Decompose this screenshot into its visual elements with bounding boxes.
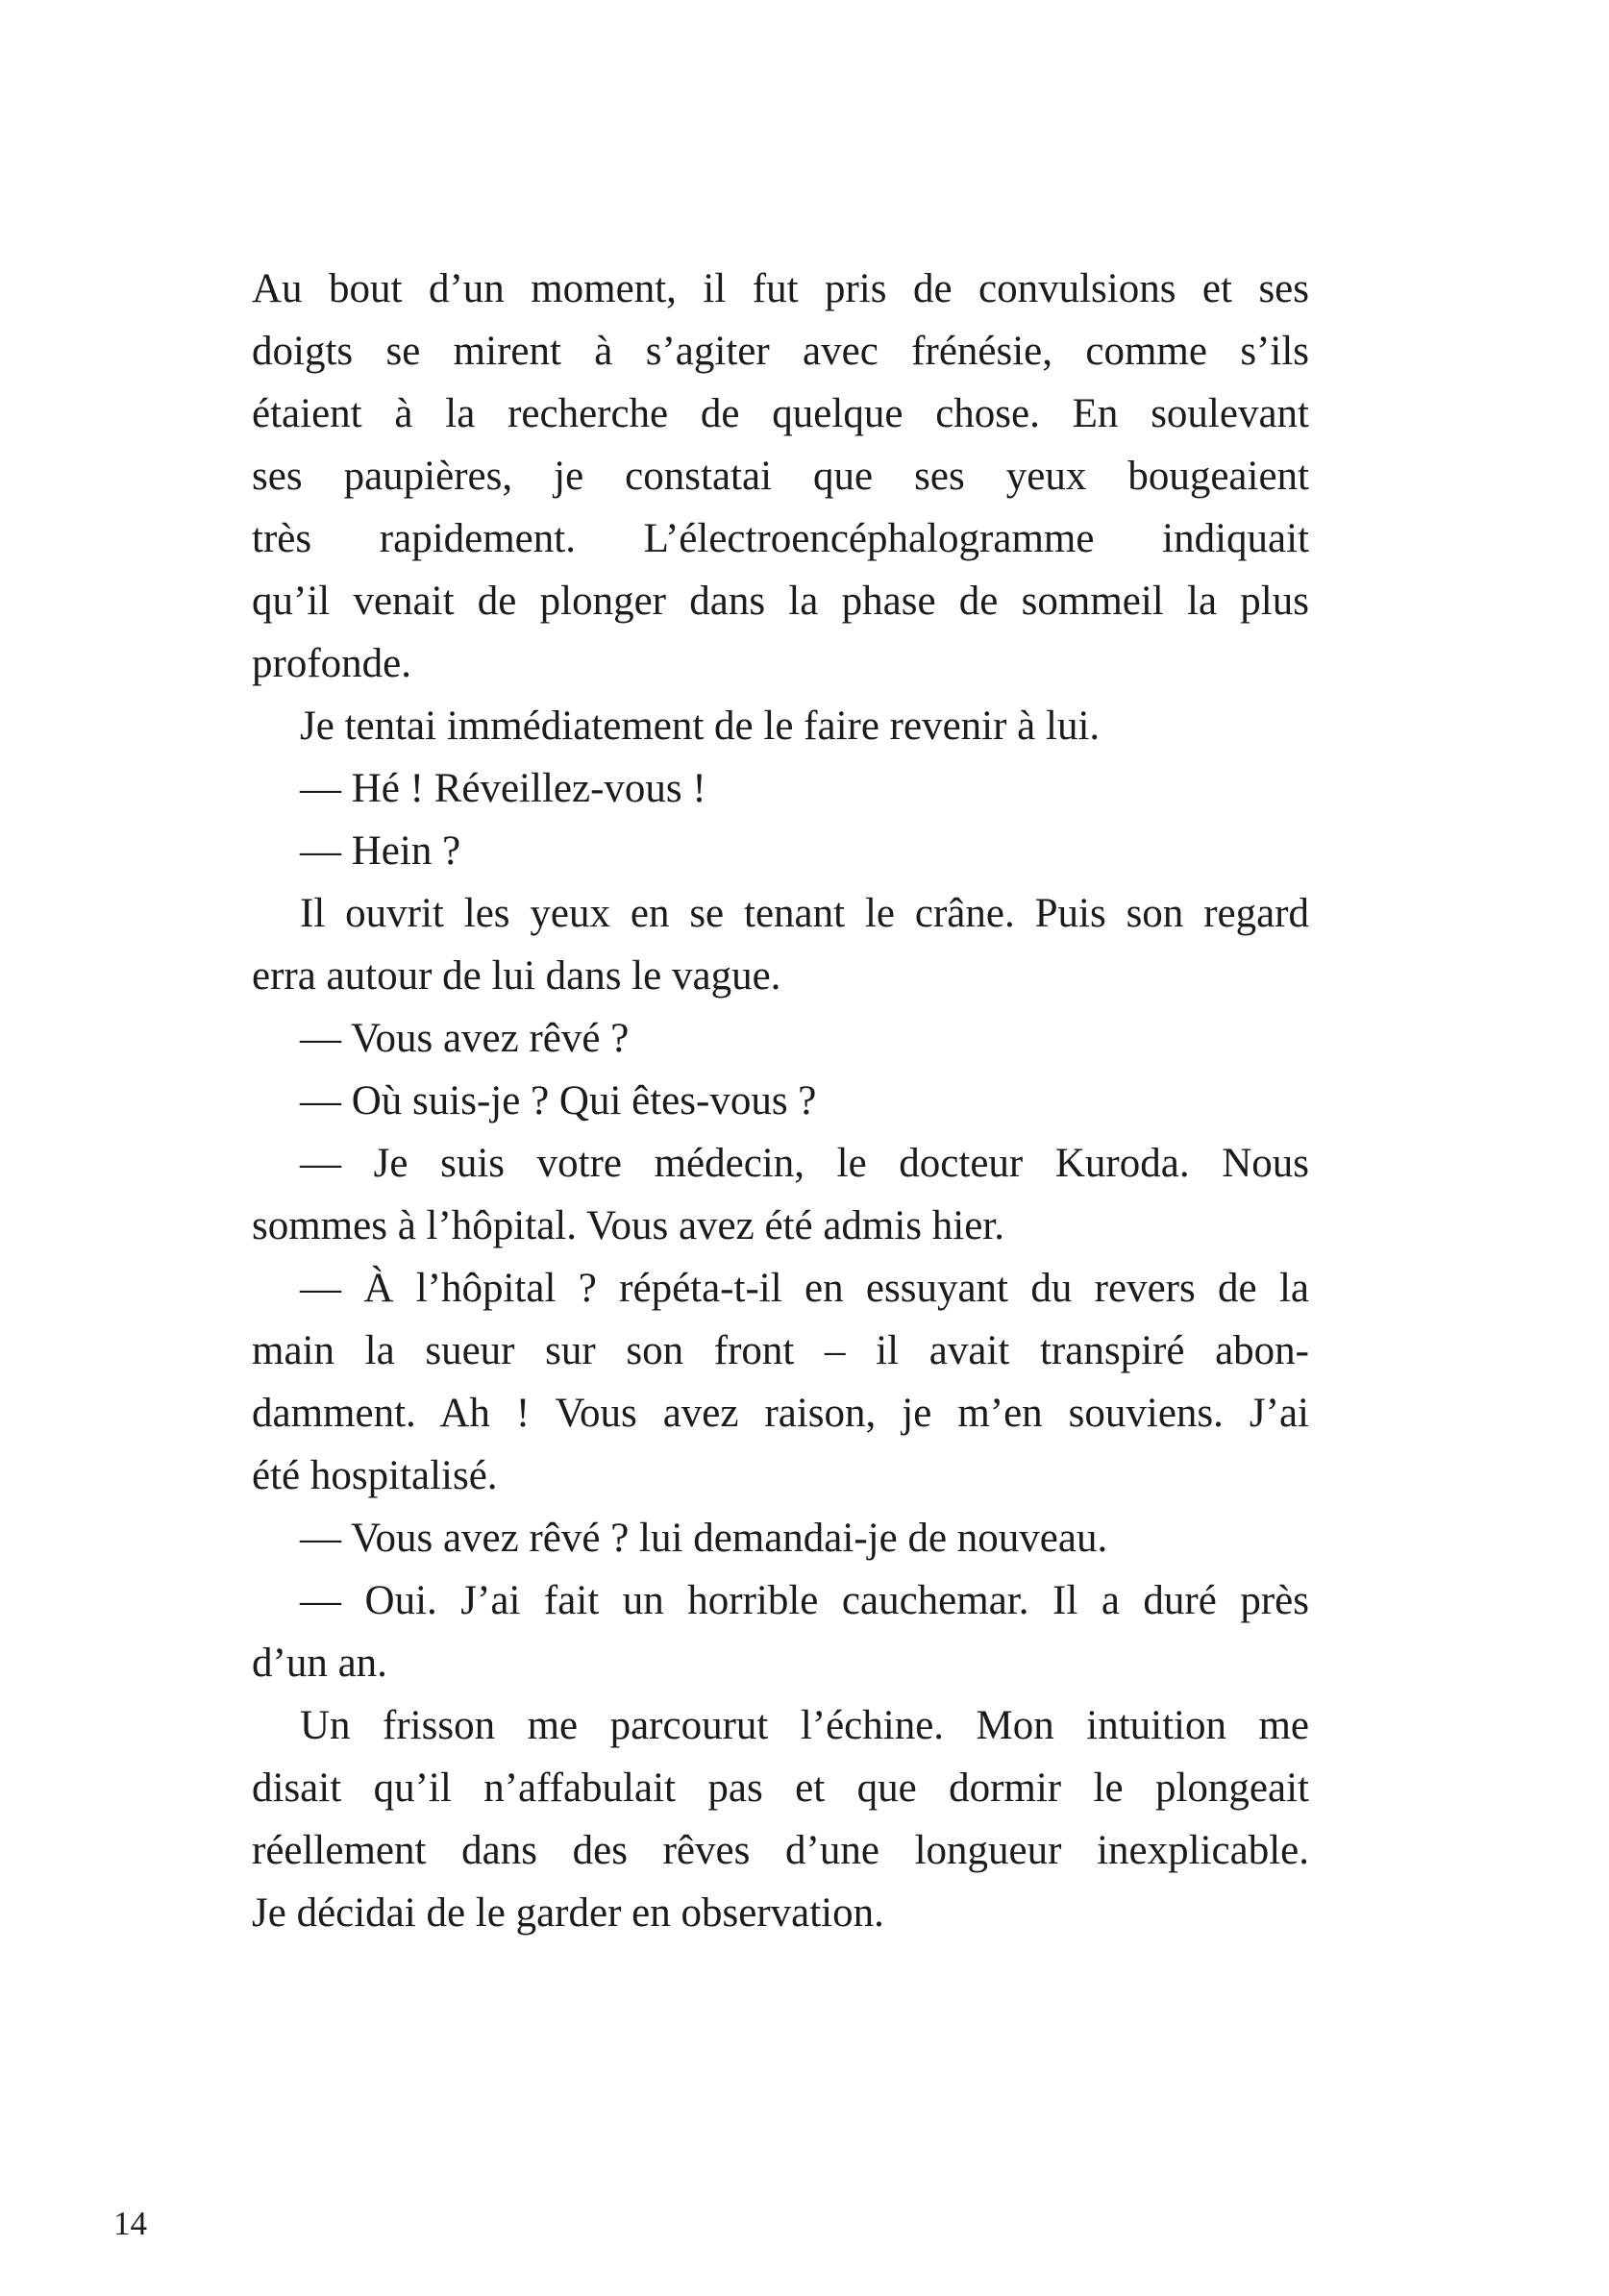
page-number: 14 [113, 2205, 147, 2242]
text-line: erra autour de lui dans le vague. [252, 953, 781, 999]
text-line: étaient à la recherche de quelque chose. En soulevant [252, 391, 1309, 436]
page-footer [113, 2205, 147, 2243]
text-line: très rapidement. L’électroencéphalogramme indiquait [252, 516, 1309, 561]
text-line: réellement dans des rêves d’une longueur inexplicable. [252, 1828, 1309, 1873]
dialogue-line: — Hé ! Réveillez-vous ! [300, 766, 706, 811]
dialogue-line: — Vous avez rêvé ? lui demandai-je de nouveau. [300, 1516, 1108, 1561]
text-line: qu’il venait de plonger dans la phase de sommeil la plus [252, 579, 1309, 624]
dialogue-line: — Où suis-je ? Qui êtes-vous ? [300, 1078, 817, 1123]
text-line: doigts se mirent à s’agiter avec frénésie, comme s’ils [252, 329, 1309, 374]
text-line: Un frisson me parcourut l’échine. Mon intuition me [300, 1703, 1309, 1748]
text-line: damment. Ah ! Vous avez raison, je m’en souviens. J’ai [252, 1391, 1309, 1436]
dialogue-line: — Oui. J’ai fait un horrible cauchemar. Il a duré près [300, 1578, 1309, 1623]
text-line: été hospitalisé. [252, 1453, 498, 1498]
text-line: main la sueur sur son front – il avait transpiré abon- [252, 1328, 1309, 1373]
text-line: Au bout d’un moment, il fut pris de convulsions et ses [252, 266, 1309, 311]
text-line: Je décidai de le garder en observation. [252, 1890, 884, 1936]
page-text-block [252, 258, 1309, 1944]
text-line: disait qu’il n’affabulait pas et que dormir le plongeait [252, 1765, 1309, 1811]
text-line: Je tentai immédiatement de le faire revenir à lui. [300, 704, 1101, 749]
text-line: Il ouvrit les yeux en se tenant le crâne. Puis son regard [300, 891, 1309, 936]
dialogue-line: — À l’hôpital ? répéta-t-il en essuyant du revers de la [300, 1266, 1309, 1311]
dialogue-line: — Je suis votre médecin, le docteur Kuroda. Nous [300, 1141, 1309, 1186]
dialogue-line: — Vous avez rêvé ? [300, 1016, 630, 1061]
text-line: ses paupières, je constatai que ses yeux bougeaient [252, 454, 1309, 499]
text-line: sommes à l’hôpital. Vous avez été admis hier. [252, 1203, 1005, 1248]
dialogue-line: — Hein ? [300, 828, 461, 874]
text-line: profonde. [252, 641, 411, 686]
text-line: d’un an. [252, 1641, 387, 1686]
